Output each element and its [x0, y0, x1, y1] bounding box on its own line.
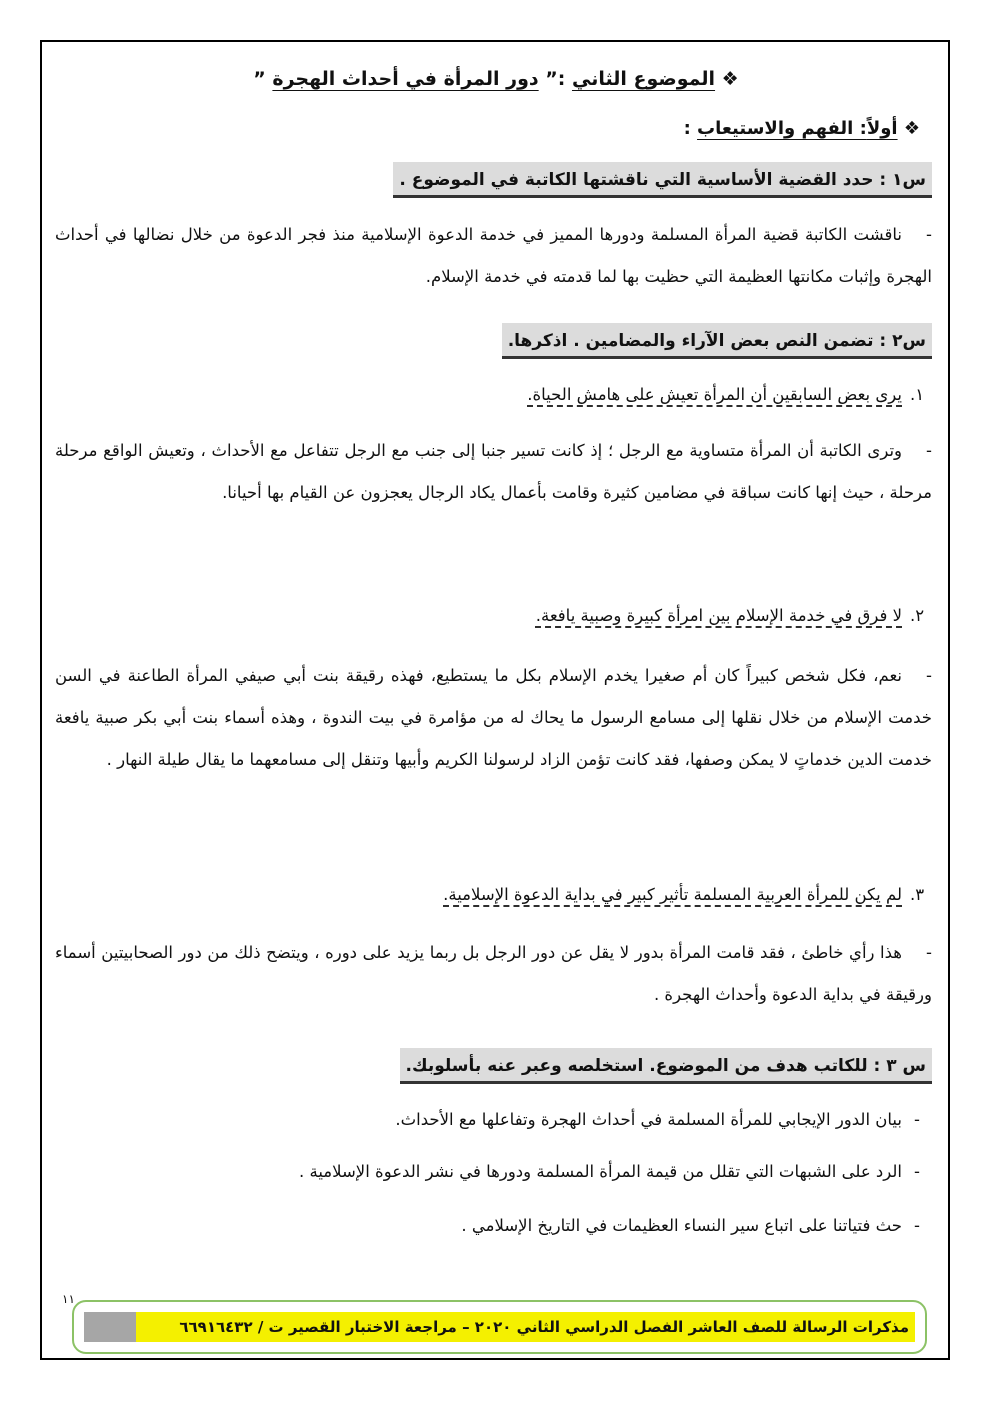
topic-suffix: ”: [253, 68, 273, 90]
goal-text: بيان الدور الإيجابي للمرأة المسلمة في أحداث الهجرة وتفاعلها مع الأحداث.: [395, 1110, 902, 1129]
answer-1-text: ناقشت الكاتبة قضية المرأة المسلمة ودورها المميز في خدمة الدعوة الإسلامية منذ فجر الدعوة من خلال نضالها في أحداث الهجرة وإثبات مكانتها العظيمة التي حظيت بها لما قدمته في خدمة الإسلام.: [55, 225, 932, 287]
topic-name: دور المرأة في أحداث الهجرة: [272, 68, 539, 90]
topic-prefix: الموضوع الثاني: [571, 68, 716, 90]
answer-1: [55, 214, 932, 298]
diamond-bullet-icon: ❖: [721, 68, 739, 90]
opinion-3: [443, 885, 932, 904]
dash-bullet: -: [926, 943, 932, 962]
opinion-number: ٢.: [909, 606, 925, 625]
section-heading: [684, 118, 920, 139]
footer-text: مذكرات الرسالة للصف العاشر الفصل الدراسي الثاني ٢٠٢٠ – مراجعة الاختبار القصير ت / ٦٦٩١٦٤٣٢: [179, 1318, 909, 1336]
dash-bullet: -: [914, 1110, 920, 1129]
response-text: نعم، فكل شخص كبيراً كان أم صغيرا يخدم الإسلام بكل ما يستطيع، فهذه رقيقة بنت أبي صيفي المرأة الطاعنة في السن خدمت الإسلام من خلال نقلها إلى مسامع الرسول ما يحاك له من مؤامرة في بيت الندوة ، وهذه أسماء بنت أبي بكر صبية يافعة خدمت الدين خدماتٍ لا يمكن وصفها، فقد كانت تؤمن الزاد لرسولنا الكريم وأبيها وتنقل إلى مسامعهما ما يقال طيلة النهار .: [55, 666, 932, 770]
opinion-number: ١.: [909, 385, 925, 404]
response-text: هذا رأي خاطئ ، فقد قامت المرأة بدور لا يقل عن دور الرجل بل ربما يزيد على دوره ، ويتضح ذلك من دور الصحابيتين أسماء ورقيقة في بداية الدعوة وأحداث الهجرة .: [55, 943, 932, 1005]
diamond-bullet-icon: ❖: [903, 118, 920, 139]
dash-bullet: -: [914, 1162, 920, 1181]
response-2: [55, 655, 932, 781]
opinion-1: [527, 385, 932, 404]
topic-colon: :”: [538, 68, 572, 90]
question-2: س٢ : تضمن النص بعض الآراء والمضامين . اذكرها.: [502, 323, 932, 359]
goal-text: حث فتياتنا على اتباع سير النساء العظيمات في التاريخ الإسلامي .: [461, 1216, 902, 1235]
footer-gray-block: [84, 1312, 136, 1342]
goal-text: الرد على الشبهات التي تقلل من قيمة المرأة المسلمة ودورها في نشر الدعوة الإسلامية .: [298, 1162, 902, 1181]
goal-item: [299, 1162, 932, 1181]
footer-bar: [84, 1312, 915, 1342]
dash-bullet: -: [914, 1216, 920, 1235]
opinion-number: ٣.: [909, 885, 925, 904]
dash-bullet: -: [926, 225, 932, 244]
question-3: س ٣ : للكاتب هدف من الموضوع. استخلصه وعبر عنه بأسلوبك.: [400, 1048, 932, 1084]
question-1: س١ : حدد القضية الأساسية التي ناقشتها الكاتبة في الموضوع .: [393, 162, 932, 198]
response-3: [55, 932, 932, 1016]
goal-item: [461, 1216, 932, 1235]
response-1: [55, 430, 932, 514]
opinion-text: لم يكن للمرأة العربية المسلمة تأثير كبير في بداية الدعوة الإسلامية.: [443, 885, 902, 904]
dash-bullet: -: [926, 441, 932, 460]
section-tail: :: [683, 118, 698, 139]
opinion-text: يرى بعض السابقين أن المرأة تعيش على هامش الحياة.: [527, 385, 902, 404]
response-text: وترى الكاتبة أن المرأة متساوية مع الرجل ؛ إذ كانت تسير جنبا إلى جنب مع الرجل تتفاعل مع الأحداث ، وتعيش الواقع مرحلة مرحلة ، حيث إنها كانت سباقة في مضامين كثيرة وقامت بأعمال يكاد الرجال يعجزون عن القيام بها أحيانا.: [55, 441, 932, 503]
section-label: أولاً: [866, 118, 898, 139]
opinion-text: لا فرق في خدمة الإسلام بين امرأة كبيرة وصبية يافعة.: [535, 606, 902, 625]
footer-box: [72, 1300, 927, 1354]
goal-item: [395, 1110, 932, 1129]
dash-bullet: -: [926, 666, 932, 685]
page-number: ١١: [62, 1292, 75, 1306]
topic-title: [180, 68, 812, 90]
section-title: : الفهم والاستيعاب: [697, 118, 867, 139]
opinion-2: [536, 606, 932, 625]
